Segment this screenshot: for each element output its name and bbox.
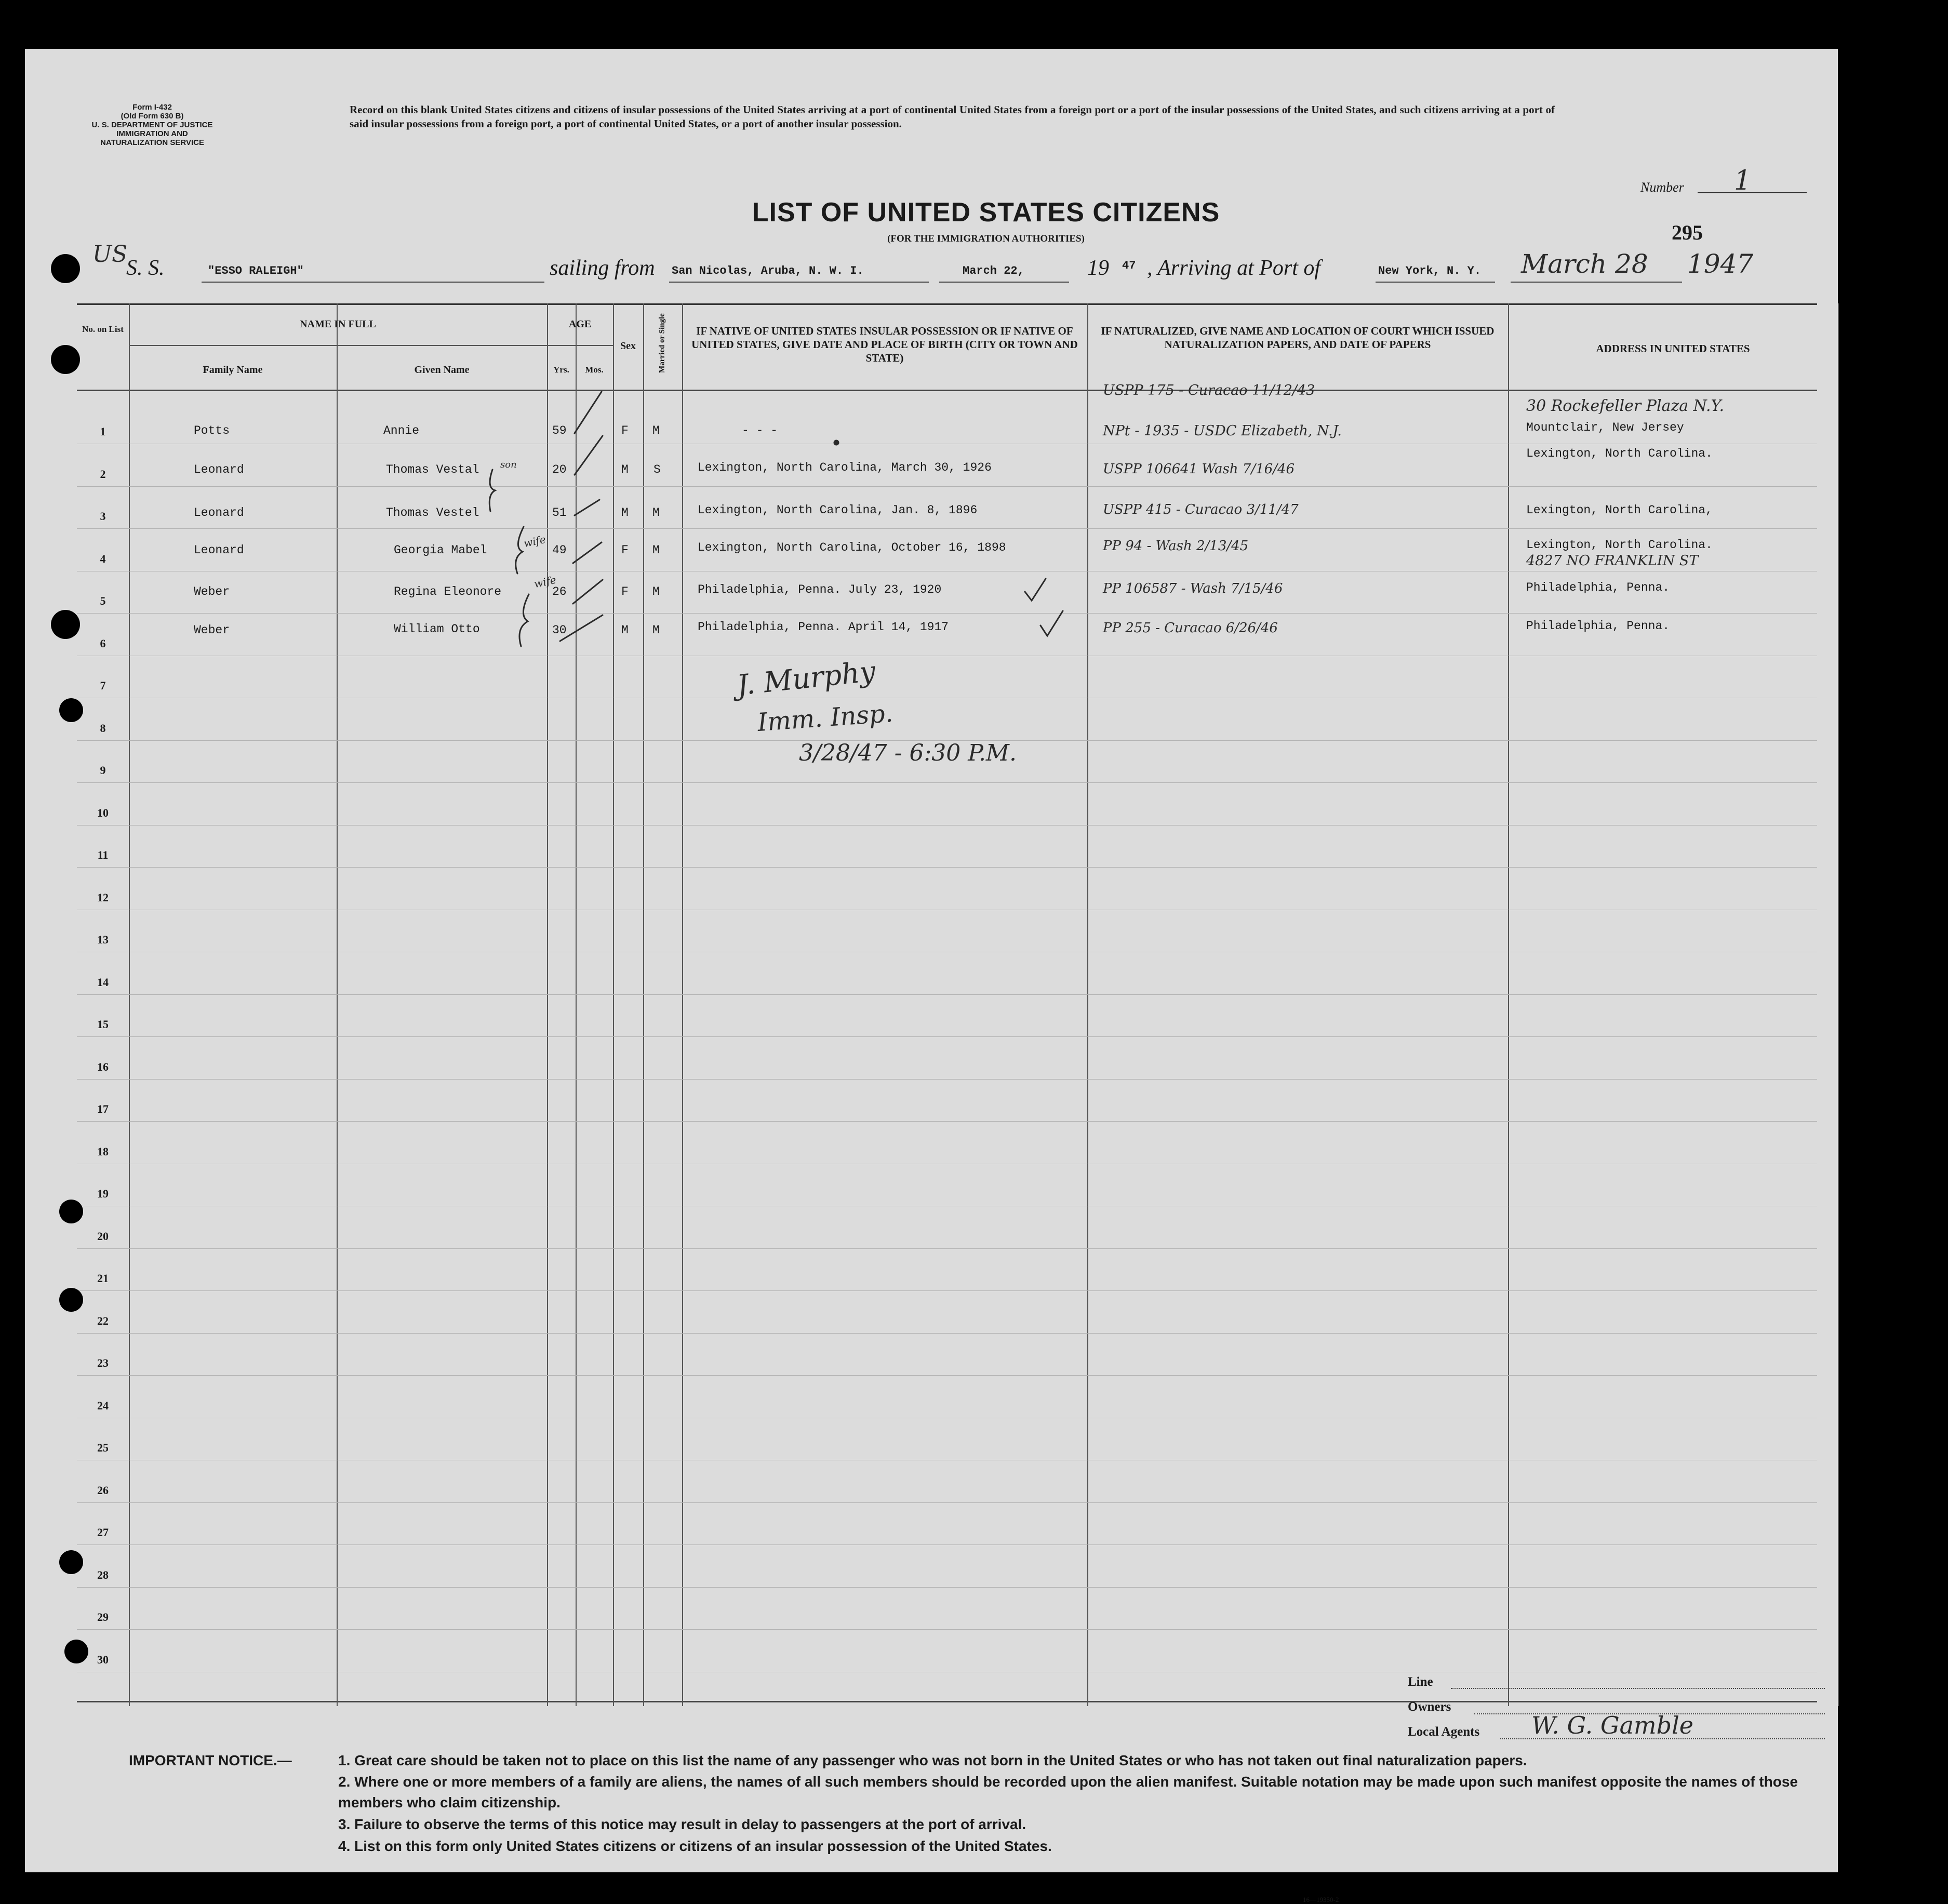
row-1-age-years: 59 bbox=[552, 424, 567, 437]
manifest-sheet bbox=[25, 49, 1838, 1903]
row-1-given-name: Annie bbox=[383, 424, 420, 437]
row-number: 21 bbox=[97, 1272, 109, 1285]
owners-label: Owners bbox=[1408, 1700, 1451, 1714]
checkmark bbox=[1040, 611, 1063, 636]
row-number: 29 bbox=[97, 1610, 109, 1623]
row-2-birth: Lexington, North Carolina, March 30, 1926 bbox=[698, 461, 992, 474]
inspector-title: Imm. Insp. bbox=[756, 698, 894, 738]
row-2-sex: M bbox=[621, 463, 629, 476]
row-3-sex: M bbox=[621, 506, 629, 520]
from-port: San Nicolas, Aruba, N. W. I. bbox=[672, 264, 864, 277]
row-6-age-years: 30 bbox=[552, 623, 567, 637]
bracket-mark bbox=[489, 470, 495, 511]
row-number: 13 bbox=[97, 933, 109, 946]
row-number: 2 bbox=[100, 467, 106, 481]
row-4-birth: Lexington, North Carolina, October 16, 1898 bbox=[698, 541, 1006, 554]
row-4-age-years: 49 bbox=[552, 543, 567, 557]
print-code: 16—19350-2 bbox=[1303, 1896, 1339, 1903]
row-4-given-name: Georgia Mabel bbox=[394, 543, 487, 557]
row-5-birth: Philadelphia, Penna. July 23, 1920 bbox=[698, 583, 942, 596]
row-number: 18 bbox=[97, 1144, 109, 1158]
arrival-port: New York, N. Y. bbox=[1378, 264, 1482, 277]
department-name: U. S. DEPARTMENT OF JUSTICE bbox=[91, 121, 213, 129]
header-naturalized: IF NATURALIZED, GIVE NAME AND LOCATION OF COURT WHICH ISSUED NATURALIZATION PAPERS, AND DATE OF PAPERS bbox=[1101, 325, 1495, 351]
bracket-mark bbox=[516, 527, 524, 574]
ship-underline bbox=[202, 282, 544, 283]
row-4-family-name: Leonard bbox=[194, 543, 244, 557]
header-address: ADDRESS IN UNITED STATES bbox=[1596, 342, 1750, 355]
from-port-underline bbox=[669, 282, 929, 283]
old-form-number: (Old Form 630 B) bbox=[121, 112, 184, 121]
ship-name: "ESSO RALEIGH" bbox=[208, 264, 304, 277]
number-label: Number bbox=[1640, 180, 1684, 195]
row-number: 12 bbox=[97, 890, 109, 904]
row-number: 11 bbox=[97, 848, 109, 861]
table-rule-line bbox=[77, 1248, 1817, 1249]
row-number: 20 bbox=[97, 1229, 109, 1243]
notice-item-4: 4. List on this form only United States citizens or citizens of an insular possession of the United States. bbox=[338, 1838, 1052, 1854]
row-4-marital-status: M bbox=[652, 543, 660, 557]
table-rule-line bbox=[77, 1333, 1817, 1334]
page-title: LIST OF UNITED STATES CITIZENS bbox=[752, 197, 1220, 228]
handwritten-marks bbox=[77, 303, 1817, 771]
row-number: 7 bbox=[100, 679, 106, 692]
table-rule-line bbox=[77, 1502, 1817, 1503]
binder-hole bbox=[59, 1288, 83, 1312]
number-underline bbox=[1698, 192, 1807, 193]
arriving-label: , Arriving at Port of bbox=[1147, 256, 1321, 280]
row-number: 16 bbox=[97, 1060, 109, 1073]
row-6-given-name: William Otto bbox=[394, 622, 480, 636]
row-2-papers: USPP 106641 Wash 7/16/46 bbox=[1103, 461, 1295, 477]
row-number: 5 bbox=[100, 594, 106, 607]
row-5-address: Philadelphia, Penna. bbox=[1526, 581, 1670, 594]
age-slash-mark bbox=[573, 542, 602, 563]
notice-label: IMPORTANT NOTICE.— bbox=[129, 1752, 292, 1768]
row-2-marital-status: S bbox=[653, 463, 661, 476]
binder-hole bbox=[64, 1640, 88, 1663]
table-bottom-border bbox=[77, 1701, 1817, 1702]
table-rule-line bbox=[77, 1036, 1817, 1037]
age-slash-mark bbox=[573, 580, 603, 604]
row-1-family-name: Potts bbox=[194, 424, 230, 437]
table-rule-line bbox=[77, 1290, 1817, 1291]
line-label: Line bbox=[1408, 1675, 1433, 1689]
page-subtitle: (FOR THE IMMIGRATION AUTHORITIES) bbox=[887, 233, 1085, 244]
table-rule-line bbox=[77, 1544, 1817, 1545]
arrival-year: 1947 bbox=[1687, 249, 1754, 279]
date-underline bbox=[939, 282, 1069, 283]
row-6-marital-status: M bbox=[652, 623, 660, 637]
row-number: 6 bbox=[100, 636, 106, 650]
row-3-marital-status: M bbox=[652, 506, 660, 520]
preamble-text: Record on this blank United States citizens and citizens of insular possessions of the United States arriving at a port of continental United States from a foreign port or a port of the insular possessions of the United States, and such citizens arriving at a port of said insular possessions from a foreign port, a port of continental United States, or a port of another insular possession. bbox=[350, 103, 1555, 130]
row-number: 28 bbox=[97, 1568, 109, 1581]
form-number: Form I-432 bbox=[132, 103, 172, 112]
ink-dot bbox=[834, 441, 838, 445]
sailing-date: March 22, bbox=[963, 264, 1024, 277]
header-married-single: Married or Single bbox=[658, 313, 666, 373]
row-3-birth: Lexington, North Carolina, Jan. 8, 1896 bbox=[698, 503, 978, 517]
header-native-birth: IF NATIVE OF UNITED STATES INSULAR POSSESSION OR IF NATIVE OF UNITED STATES, GIVE DATE AND PLACE OF BIRTH (CITY OR TOWN AND STATE) bbox=[691, 325, 1078, 364]
row-number: 25 bbox=[97, 1441, 109, 1454]
table-rule-line bbox=[77, 1587, 1817, 1588]
binder-hole bbox=[59, 698, 83, 722]
binder-hole bbox=[59, 1200, 83, 1223]
binder-hole bbox=[51, 254, 80, 283]
notice-item-1: 1. Great care should be taken not to place on this list the name of any passenger who was not born in the United States or who has not taken out final naturalization papers. bbox=[338, 1752, 1527, 1768]
row-number: 26 bbox=[97, 1483, 109, 1497]
row-4-sex: F bbox=[621, 543, 629, 557]
row-number: 19 bbox=[97, 1187, 109, 1200]
age-slash-mark bbox=[575, 436, 603, 475]
arrival-port-underline bbox=[1376, 282, 1495, 283]
row-4-relation-note: wife bbox=[522, 532, 547, 550]
row-5-family-name: Weber bbox=[194, 585, 230, 598]
header-age: AGE bbox=[568, 318, 592, 330]
local-agents-signature: W. G. Gamble bbox=[1531, 1711, 1694, 1739]
header-sex: Sex bbox=[620, 340, 636, 352]
arrival-date-underline bbox=[1511, 282, 1682, 283]
row-4-address: Lexington, North Carolina. bbox=[1526, 538, 1713, 552]
row-1-address-handwritten: 30 Rockefeller Plaza N.Y. bbox=[1526, 397, 1725, 415]
notice-item-3: 3. Failure to observe the terms of this notice may result in delay to passengers at the port of arrival. bbox=[338, 1816, 1026, 1832]
year-prefix: 19 bbox=[1087, 256, 1109, 280]
year-suffix: 47 bbox=[1122, 259, 1136, 272]
row-1-sex: F bbox=[621, 424, 629, 437]
row-number: 30 bbox=[97, 1653, 109, 1666]
inspector-signature: J. Murphy bbox=[735, 655, 877, 702]
row-3-age-years: 51 bbox=[552, 506, 567, 520]
binder-hole bbox=[51, 345, 80, 374]
row-number: 24 bbox=[97, 1399, 109, 1412]
row-6-family-name: Weber bbox=[194, 623, 230, 637]
col-divider bbox=[1838, 303, 1839, 1706]
row-number: 14 bbox=[97, 975, 109, 989]
header-family-name: Family Name bbox=[203, 364, 263, 376]
row-number: 3 bbox=[100, 510, 106, 523]
row-3-family-name: Leonard bbox=[194, 506, 244, 520]
row-5-age-years: 26 bbox=[552, 585, 567, 598]
row-6-address: Philadelphia, Penna. bbox=[1526, 619, 1670, 633]
local-agents-label: Local Agents bbox=[1408, 1725, 1480, 1739]
row-5-papers: PP 106587 - Wash 7/15/46 bbox=[1103, 581, 1283, 596]
checkmark bbox=[1025, 579, 1046, 601]
inspection-timestamp: 3/28/47 - 6:30 P.M. bbox=[799, 740, 1017, 766]
row-5-relation-note: wife bbox=[532, 573, 557, 591]
table-rule-line bbox=[77, 1375, 1817, 1376]
row-6-birth: Philadelphia, Penna. April 14, 1917 bbox=[698, 620, 949, 634]
table-rule-line bbox=[77, 867, 1817, 868]
row-number: 10 bbox=[97, 806, 109, 819]
row-5-given-name: Regina Eleonore bbox=[394, 585, 502, 598]
row-1-papers-secondary: NPt - 1935 - USDC Elizabeth, N.J. bbox=[1103, 423, 1342, 439]
service-name: IMMIGRATION AND NATURALIZATION SERVICE bbox=[100, 129, 204, 147]
row-3-given-name: Thomas Vestel bbox=[386, 506, 479, 520]
row-6-papers: PP 255 - Curacao 6/26/46 bbox=[1103, 620, 1278, 636]
row-1-address: Mountclair, New Jersey bbox=[1526, 421, 1684, 434]
row-5-marital-status: M bbox=[652, 585, 660, 598]
age-slash-mark bbox=[575, 500, 599, 515]
table-rule-line bbox=[77, 1629, 1817, 1630]
row-1-papers: USPP 175 - Curacao 11/12/43 bbox=[1103, 382, 1315, 398]
row-number: 15 bbox=[97, 1018, 109, 1031]
us-mark: US bbox=[92, 241, 128, 268]
header-no-on-list: No. on List bbox=[82, 324, 124, 334]
header-name-in-full: NAME IN FULL bbox=[300, 318, 376, 330]
header-given-name: Given Name bbox=[414, 364, 470, 376]
passenger-table bbox=[77, 303, 1817, 1706]
row-number: 9 bbox=[100, 764, 106, 777]
row-number: 4 bbox=[100, 552, 106, 565]
table-rule-line bbox=[77, 994, 1817, 995]
row-5-sex: F bbox=[621, 585, 629, 598]
page-number: 295 bbox=[1672, 221, 1703, 244]
row-number: 23 bbox=[97, 1356, 109, 1369]
row-number: 17 bbox=[97, 1102, 109, 1115]
row-3-papers: USPP 415 - Curacao 3/11/47 bbox=[1103, 502, 1299, 517]
row-4-papers: PP 94 - Wash 2/13/45 bbox=[1103, 538, 1249, 554]
table-rule-line bbox=[77, 1121, 1817, 1122]
number-value: 1 bbox=[1734, 165, 1752, 196]
table-rule-line bbox=[77, 1079, 1817, 1080]
header-years: Yrs. bbox=[553, 365, 569, 375]
sailing-label: sailing from bbox=[550, 256, 655, 280]
age-slash-mark bbox=[575, 392, 602, 433]
row-1-birth: - - - bbox=[742, 424, 778, 437]
table-rule-line bbox=[77, 782, 1817, 783]
header-months: Mos. bbox=[585, 365, 604, 375]
row-2-given-name: Thomas Vestal bbox=[386, 463, 479, 476]
row-1-marital-status: M bbox=[652, 424, 660, 437]
binder-hole bbox=[51, 610, 80, 639]
row-4-address-note: 4827 NO FRANKLIN ST bbox=[1526, 553, 1699, 569]
binder-hole bbox=[59, 1550, 83, 1574]
row-3-address: Lexington, North Carolina, bbox=[1526, 503, 1713, 517]
form-identifier bbox=[85, 103, 220, 147]
row-6-sex: M bbox=[621, 623, 629, 637]
row-2-family-name: Leonard bbox=[194, 463, 244, 476]
line-field bbox=[1451, 1688, 1825, 1689]
arrival-date: March 28 bbox=[1521, 249, 1648, 279]
row-number: 8 bbox=[100, 721, 106, 735]
ss-label: S. S. bbox=[126, 256, 165, 280]
row-2-relation-note: son bbox=[500, 459, 517, 470]
row-2-age-years: 20 bbox=[552, 463, 567, 476]
age-slash-mark bbox=[560, 615, 603, 641]
bracket-mark bbox=[519, 594, 529, 646]
row-number: 22 bbox=[97, 1314, 109, 1327]
row-number: 1 bbox=[100, 425, 106, 438]
notice-item-2: 2. Where one or more members of a family are aliens, the names of all such members should be recorded upon the alien manifest. Suitable notation may be made upon such manifest opposite the names of those members who claim citizenship. bbox=[338, 1774, 1798, 1810]
row-2-address: Lexington, North Carolina. bbox=[1526, 447, 1713, 460]
row-number: 27 bbox=[97, 1526, 109, 1539]
